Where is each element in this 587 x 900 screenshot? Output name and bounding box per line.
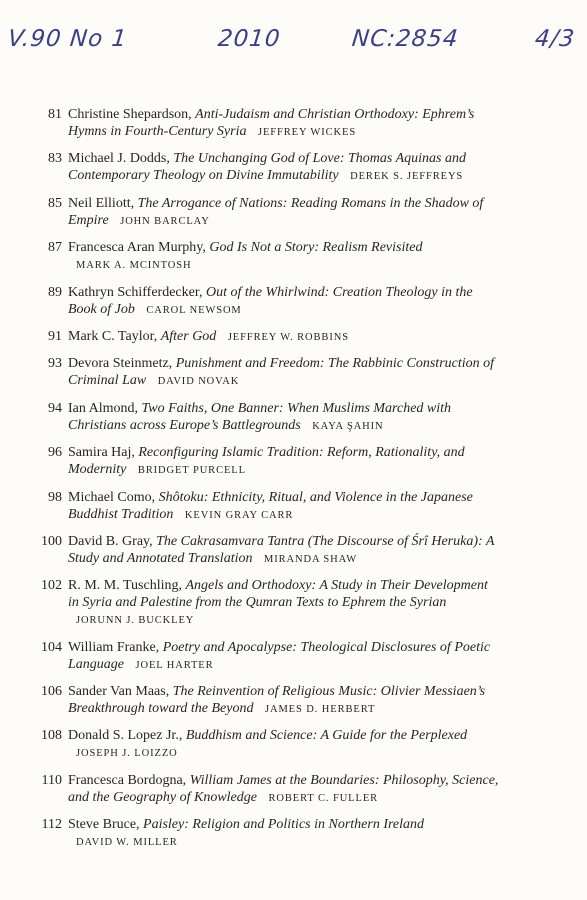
reviewer-name: JEFFREY WICKES [257,127,357,138]
page-number: 89 [48,284,62,300]
reviewer-name: DAVID W. MILLER [76,837,178,849]
entry-text [68,727,500,762]
author-name: Donald S. Lopez Jr., [68,728,183,744]
review-entry [0,444,587,479]
fraction-note: 4/3 [533,26,577,52]
page-number: 81 [48,107,62,122]
book-title: Reconfiguring Islamic Tradition: Reform, Rationality, and Modernity [68,445,465,478]
author-name: Ian Almond, [68,400,138,416]
review-entry [0,533,587,568]
author-name: Sander Van Maas, [68,684,170,700]
page-number: 112 [41,817,62,833]
book-title: Shôtoku: Ethnicity, Ritual, and Violence in the Japanese Buddhist Tradition [68,489,473,522]
nc-note: NC:2854 [350,26,460,52]
page-number: 108 [41,728,62,744]
reviewer-name: BRIDGET PURCELL [137,465,246,477]
review-entry [0,195,587,230]
review-entry [0,284,587,319]
reviewer-name: DEREK S. JEFFREYS [350,171,464,183]
reviewer-name: JOSEPH J. LOIZZO [76,748,178,760]
year-note: 2010 [216,26,282,52]
author-name: Mark C. Taylor, [68,328,158,344]
review-entry [0,106,587,141]
page-number: 104 [41,639,62,655]
entry-text [68,489,500,524]
page-number: 96 [48,445,62,461]
reviewer-name: JORUNN J. BUCKLEY [76,615,195,627]
entry-text [68,533,500,568]
author-name: Michael Como, [68,489,156,505]
entry-text [68,284,500,319]
page-number: 91 [48,328,62,344]
entry-text [68,639,500,674]
author-name: William Franke, [68,639,160,655]
page-number: 93 [48,356,62,372]
entry-text [68,239,500,274]
page-number: 110 [41,772,62,788]
review-entry [0,816,587,851]
page-number: 98 [48,489,62,505]
entry-text [68,355,500,390]
author-name: Neil Elliott, [68,195,135,211]
author-name: Steve Bruce, [68,817,140,833]
author-name: Michael J. Dodds, [68,151,170,167]
entry-text [68,683,500,718]
reviewer-name: JOEL HARTER [135,659,214,671]
author-name: David B. Gray, [68,533,153,549]
book-title: William James at the Boundaries: Philosophy, Science, and the Geography of Knowledge [68,772,499,805]
page-number: 87 [48,240,62,256]
book-title: God Is Not a Story: Realism Revisited [209,240,423,256]
review-entry [0,489,587,524]
book-title: Out of the Whirlwind: Creation Theology in the Book of Job [68,284,473,317]
book-title: After God [160,328,217,344]
book-title: Buddhism and Science: A Guide for the Perplexed [185,728,468,744]
book-title: Angels and Orthodoxy: A Study in Their Development in Syria and Palestine from the Qumran Texts to Ephrem the Syrian [68,578,488,611]
book-title: Two Faiths, One Banner: When Muslims Marched with Christians across Europe’s Battlegrounds [68,400,452,433]
entry-text [68,577,500,629]
page-number: 100 [41,533,62,549]
book-title: The Arrogance of Nations: Reading Romans in the Shadow of Empire [68,195,484,228]
reviewer-name: JEFFREY W. ROBBINS [227,331,349,343]
reviewer-name: ROBERT C. FULLER [268,792,379,804]
entry-text [68,328,500,346]
book-title: Anti-Judaism and Christian Orthodoxy: Ephrem’s Hymns in Fourth-Century Syria [68,107,475,139]
author-name: R. M. M. Tuschling, [68,578,182,594]
review-entry [0,328,587,346]
entry-text [68,444,500,479]
page-number: 83 [48,151,62,167]
reviewer-name: JOHN BARCLAY [120,215,210,227]
entry-text [68,772,500,807]
reviewer-name: DAVID NOVAK [157,376,240,388]
review-entry [0,577,587,629]
review-entry [0,355,587,390]
author-name: Samira Haj, [68,445,135,461]
review-entry [0,772,587,807]
reviewer-name: JAMES D. HERBERT [264,704,376,716]
handwritten-annotation [0,22,587,58]
reviewer-name: KEVIN GRAY CARR [184,509,294,521]
review-entry [0,150,587,185]
review-list [0,106,587,861]
entry-text [68,150,500,185]
page-number: 85 [48,195,62,211]
book-title: The Reinvention of Religious Music: Olivier Messiaen’s Breakthrough toward the Beyond [68,684,486,717]
book-title: Poetry and Apocalypse: Theological Disclosures of Poetic Language [68,639,491,672]
review-entry [0,400,587,435]
page-number: 102 [41,578,62,594]
review-entry [0,239,587,274]
volume-issue-note: V.90 No 1 [6,26,129,52]
reviewer-name: MIRANDA SHAW [263,553,358,565]
author-name: Kathryn Schifferdecker, [68,284,203,300]
entry-text [68,400,500,435]
review-entry [0,683,587,718]
page-number: 106 [41,684,62,700]
author-name: Christine Shepardson, [68,107,192,122]
reviewer-name: MARK A. MCINTOSH [76,260,192,272]
author-name: Devora Steinmetz, [68,356,173,372]
entry-text [68,816,500,851]
book-title: The Unchanging God of Love: Thomas Aquinas and Contemporary Theology on Divine Immutability [68,151,466,184]
book-title: Paisley: Religion and Politics in Northern Ireland [143,817,425,833]
author-name: Francesca Bordogna, [68,772,187,788]
review-entry [0,727,587,762]
book-title: Punishment and Freedom: The Rabbinic Construction of Criminal Law [68,356,495,389]
author-name: Francesca Aran Murphy, [68,240,206,256]
book-title: The Cakrasamvara Tantra (The Discourse of Śrî Heruka): A Study and Annotated Translation [68,533,495,566]
page-number: 94 [48,400,62,416]
reviewer-name: CAROL NEWSOM [146,304,242,316]
entry-text [68,195,500,230]
reviewer-name: KAYA ŞAHIN [312,420,384,432]
entry-text [68,106,500,141]
review-entry [0,639,587,674]
